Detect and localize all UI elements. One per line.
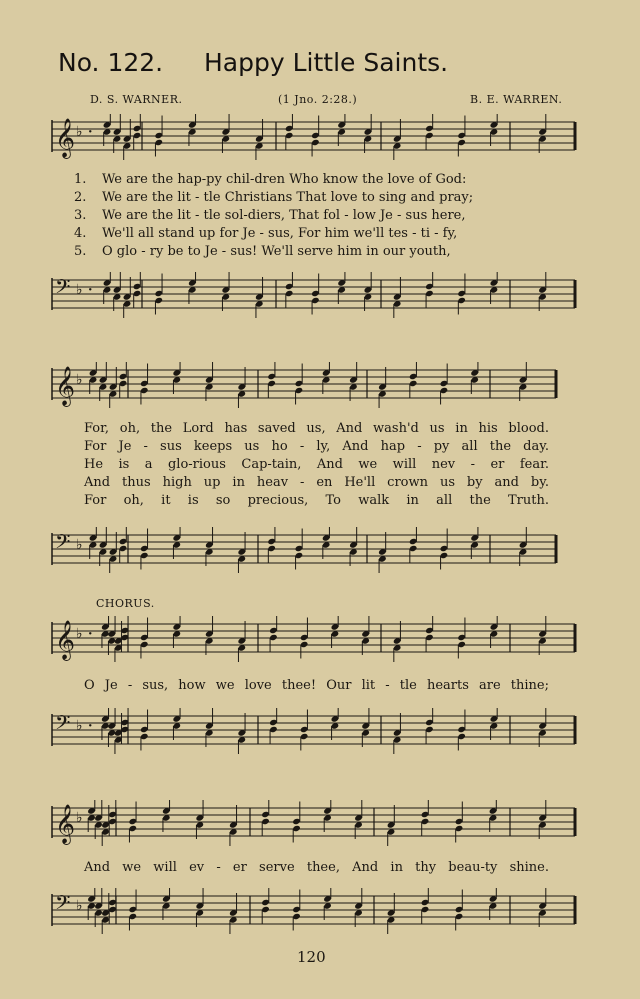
svg-text:♭: ♭ xyxy=(76,718,83,734)
system-4-treble-staff xyxy=(0,800,640,850)
system-2-bass-staff xyxy=(0,527,640,577)
verse-line: 2. We are the lit - tle Christians That love to sing and pray; xyxy=(74,190,474,205)
verse-line: 5. O glo - ry be to Je - sus! We'll serve him in our youth, xyxy=(74,244,451,259)
svg-text:♭: ♭ xyxy=(76,537,83,553)
svg-text:♭: ♭ xyxy=(76,124,83,140)
svg-text:𝄞: 𝄞 xyxy=(55,804,76,844)
svg-text:♭: ♭ xyxy=(76,282,83,298)
chorus-lyric-line: O Je - sus, how we love thee! Our lit - tle hearts are thine; xyxy=(84,678,549,693)
hymn-title: Happy Little Saints. xyxy=(204,48,449,77)
svg-text:♭: ♭ xyxy=(76,372,83,388)
svg-text:𝄢: 𝄢 xyxy=(55,530,71,558)
svg-text:𝄞: 𝄞 xyxy=(55,620,76,660)
svg-text:𝄢: 𝄢 xyxy=(55,275,71,303)
hymn-number: No. 122. xyxy=(58,48,164,77)
system-1-bass-staff xyxy=(0,272,640,322)
svg-text:♭: ♭ xyxy=(76,810,83,826)
system-4-bass-staff xyxy=(0,888,640,938)
svg-text:♭: ♭ xyxy=(76,898,83,914)
svg-text:𝄢: 𝄢 xyxy=(55,711,71,739)
lyric-line: For oh, it is so precious, To walk in all the Truth. xyxy=(84,493,549,508)
lyric-line: For Je - sus keeps us ho - ly, And hap - py all the day. xyxy=(84,439,549,454)
page-number: 120 xyxy=(297,948,326,966)
svg-text:𝄞: 𝄞 xyxy=(55,366,76,406)
svg-text:·: · xyxy=(88,719,93,734)
system-1-treble-staff xyxy=(0,114,640,164)
svg-text:·: · xyxy=(88,283,93,298)
svg-text:·: · xyxy=(88,125,93,140)
chorus-bass-staff xyxy=(0,708,640,758)
lyric-line: And thus high up in heav - en He'll crown us by and by. xyxy=(84,475,549,490)
chorus-lyric-line: And we will ev - er serve thee, And in thy beau-ty shine. xyxy=(84,860,549,875)
svg-text:♭: ♭ xyxy=(76,626,83,642)
lyric-line: For, oh, the Lord has saved us, And wash'd us in his blood. xyxy=(84,421,549,436)
lyric-line: He is a glo-rious Cap-tain, And we will nev - er fear. xyxy=(84,457,549,472)
scripture-reference: (1 Jno. 2:28.) xyxy=(278,93,358,106)
system-2-treble-staff xyxy=(0,362,640,412)
verse-line: 4. We'll all stand up for Je - sus, For him we'll tes - ti - fy, xyxy=(74,226,458,241)
chorus-label: CHORUS. xyxy=(96,597,155,610)
chorus-treble-staff xyxy=(0,616,640,666)
verse-line: 3. We are the lit - tle sol-diers, That fol - low Je - sus here, xyxy=(74,208,466,223)
composer-credit: B. E. WARREN. xyxy=(470,93,563,106)
lyricist-credit: D. S. WARNER. xyxy=(90,93,183,106)
svg-text:𝄞: 𝄞 xyxy=(55,118,76,158)
verse-line: 1. We are the hap-py chil-dren Who know the love of God: xyxy=(74,172,467,187)
svg-text:𝄢: 𝄢 xyxy=(55,891,71,919)
svg-text:·: · xyxy=(88,627,93,642)
